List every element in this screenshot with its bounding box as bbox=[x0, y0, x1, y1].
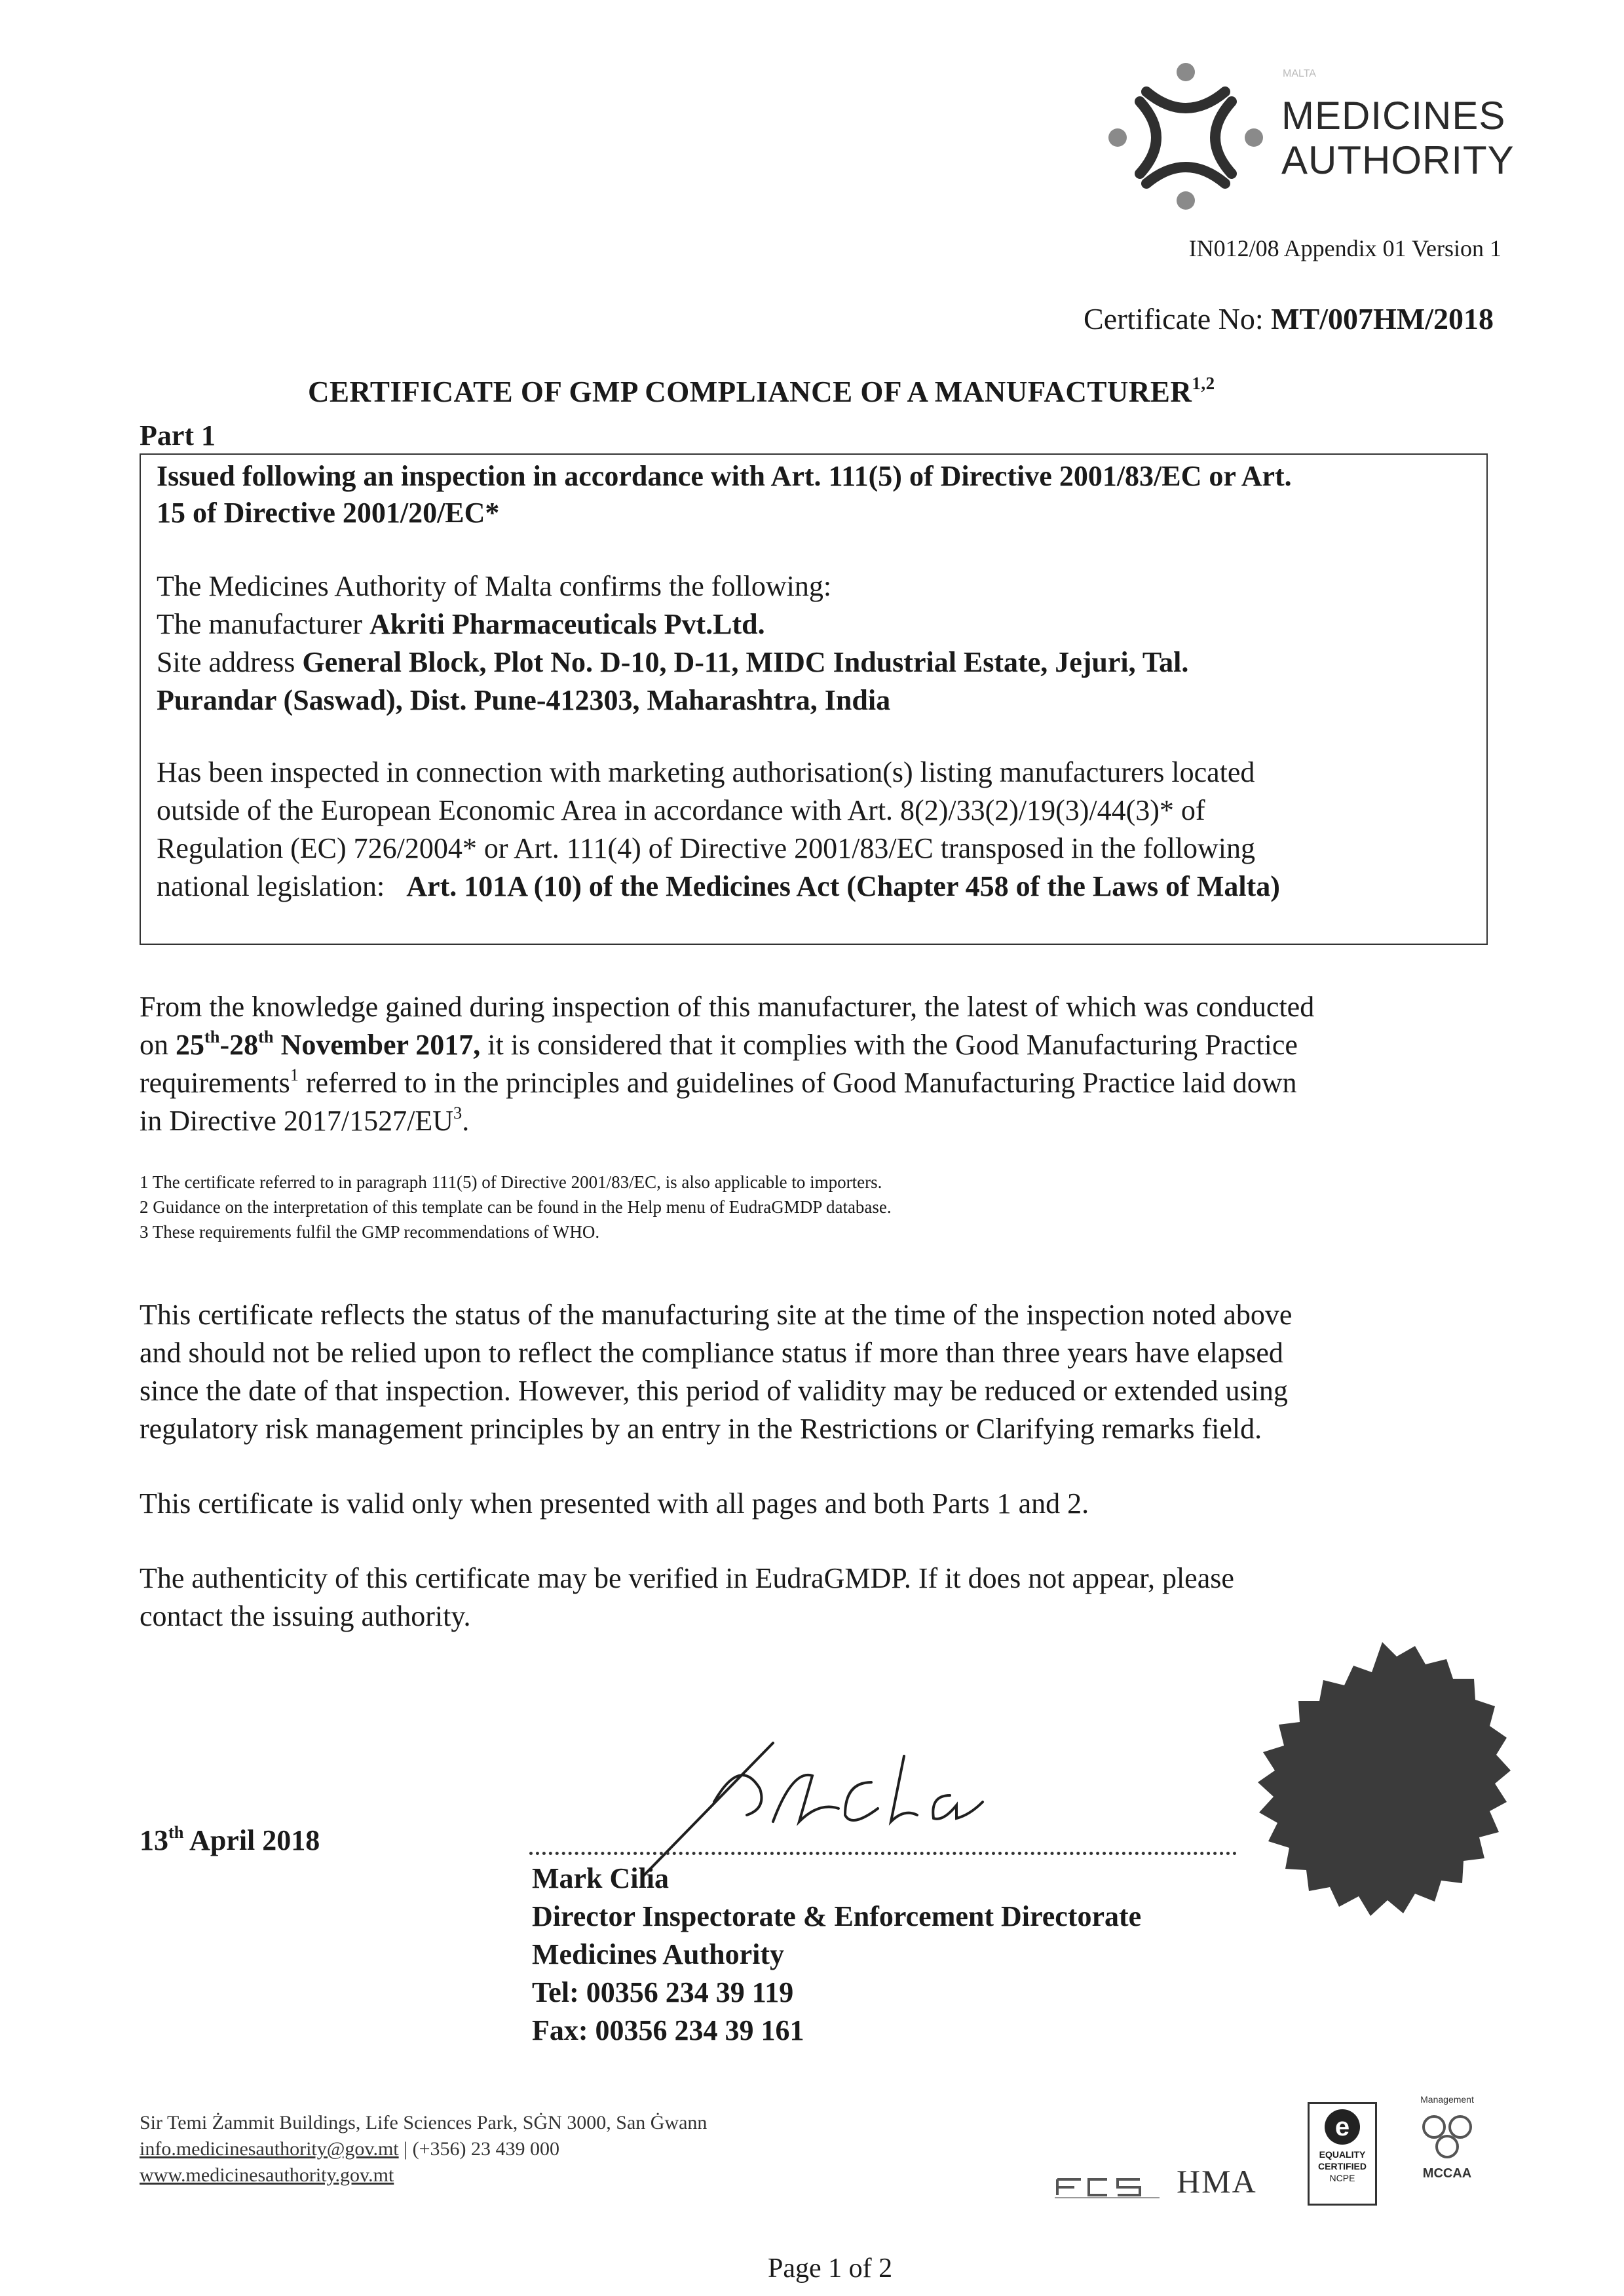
manufacturer-label: The manufacturer bbox=[157, 608, 362, 640]
date-sup-1: th bbox=[204, 1026, 220, 1046]
kn-directive-sup: 3 bbox=[453, 1102, 463, 1122]
kn-req: requirements bbox=[140, 1067, 290, 1099]
certificate-number bbox=[917, 301, 1494, 336]
issued-line-2: 15 of Directive 2001/20/EC* bbox=[157, 497, 500, 529]
part1-box bbox=[140, 453, 1488, 945]
kn-line3-post: referred to in the principles and guidelines of Good Manufacturing Practice laid down bbox=[305, 1067, 1297, 1099]
site-label: Site address bbox=[157, 646, 295, 678]
site-address-line-2: Purandar (Saswad), Dist. Pune-412303, Maharashtra, India bbox=[157, 684, 891, 716]
confirms-line: The Medicines Authority of Malta confirms the following: bbox=[157, 570, 832, 602]
cert-no-label: Certificate No: bbox=[1084, 302, 1264, 335]
equality-line-1: EQUALITY bbox=[1319, 2149, 1366, 2160]
issue-day: 13 bbox=[140, 1824, 168, 1856]
footer-address: Sir Temi Żammit Buildings, Life Sciences Park, SĠN 3000, San Ġwann bbox=[140, 2112, 708, 2133]
inspected-line-4 bbox=[157, 868, 1280, 906]
site-address-line-1 bbox=[157, 643, 1188, 681]
signature-image bbox=[629, 1730, 1009, 1881]
kn-on: on bbox=[140, 1029, 168, 1061]
legislation-label: national legislation: bbox=[157, 870, 385, 902]
title-text: CERTIFICATE OF GMP COMPLIANCE OF A MANUFACTURER bbox=[308, 375, 1192, 408]
manufacturer-line bbox=[157, 605, 765, 643]
mccaa-label: MCCAA bbox=[1422, 2166, 1472, 2181]
footnote-3: 3 These requirements fulfil the GMP recommendations of WHO. bbox=[140, 1222, 600, 1242]
issue-date bbox=[140, 1822, 320, 1860]
equality-icon: e bbox=[1325, 2109, 1360, 2145]
validity-line-3: since the date of that inspection. However, this period of validity may be reduced or extended using bbox=[140, 1375, 1288, 1407]
cert-no-value: MT/007HM/2018 bbox=[1271, 302, 1494, 335]
mccaa-icon bbox=[1414, 2107, 1480, 2166]
manufacturer-name: Akriti Pharmaceuticals Pvt.Ltd. bbox=[369, 608, 765, 640]
inspected-line-1: Has been inspected in connection with marketing authorisation(s) listing manufacturers located bbox=[157, 756, 1255, 788]
kn-req-sup: 1 bbox=[290, 1064, 299, 1084]
knowledge-line-1: From the knowledge gained during inspection of this manufacturer, the latest of which was conducted bbox=[140, 991, 1315, 1023]
validity-line-1: This certificate reflects the status of the manufacturing site at the time of the inspection noted above bbox=[140, 1299, 1293, 1331]
footnote-1: 1 The certificate referred to in paragraph 111(5) of Directive 2001/83/EC, is also applicable to importers. bbox=[140, 1172, 882, 1192]
knowledge-line-2 bbox=[140, 1026, 1298, 1064]
validity-line-2: and should not be relied upon to reflect the compliance status if more than three years have elapsed bbox=[140, 1337, 1283, 1369]
date-day-1: 25 bbox=[176, 1029, 204, 1061]
pages-line: This certificate is valid only when presented with all pages and both Parts 1 and 2. bbox=[140, 1487, 1089, 1520]
footer-phone: | (+356) 23 439 000 bbox=[404, 2138, 560, 2160]
logo-small-text: MALTA bbox=[1283, 68, 1316, 79]
equality-certified-badge bbox=[1308, 2102, 1377, 2206]
official-seal-stamp bbox=[1225, 1638, 1539, 1953]
validity-line-4: regulatory risk management principles by an entry in the Restrictions or Clarifying remarks field. bbox=[140, 1413, 1262, 1445]
issue-rest: April 2018 bbox=[189, 1824, 320, 1856]
knowledge-line-4 bbox=[140, 1102, 469, 1140]
issued-line-1: Issued following an inspection in accordance with Art. 111(5) of Directive 2001/83/EC or Art. bbox=[157, 460, 1292, 492]
date-sep: -28 bbox=[219, 1029, 259, 1061]
signature-dotted-line bbox=[529, 1852, 1237, 1855]
signatory-tel: Tel: 00356 234 39 119 bbox=[532, 1976, 794, 2008]
signatory-fax: Fax: 00356 234 39 161 bbox=[532, 2014, 804, 2046]
title-sup: 1,2 bbox=[1192, 373, 1215, 394]
signatory-title: Director Inspectorate & Enforcement Directorate bbox=[532, 1900, 1142, 1932]
knowledge-line-3 bbox=[140, 1064, 1297, 1102]
medicines-authority-logo bbox=[1101, 52, 1515, 210]
mccaa-badge bbox=[1398, 2094, 1496, 2212]
inspected-line-3: Regulation (EC) 726/2004* or Art. 111(4) of Directive 2001/83/EC transposed in the following bbox=[157, 832, 1256, 864]
legislation-value: Art. 101A (10) of the Medicines Act (Chapter 458 of the Laws of Malta) bbox=[406, 870, 1280, 902]
kn-line2-post: it is considered that it complies with the Good Manufacturing Practice bbox=[487, 1029, 1298, 1061]
issue-sup: th bbox=[168, 1822, 184, 1842]
kn-end: . bbox=[462, 1105, 470, 1137]
logo-line-authority: AUTHORITY bbox=[1281, 138, 1515, 182]
signatory-name: Mark Cilia bbox=[532, 1862, 669, 1894]
footer-contact bbox=[140, 2137, 559, 2161]
equality-line-2: CERTIFIED bbox=[1318, 2161, 1367, 2172]
certificate-title bbox=[308, 375, 1215, 409]
footnote-2: 2 Guidance on the interpretation of this template can be found in the Help menu of EudraGMDP database. bbox=[140, 1197, 892, 1217]
inspected-line-2: outside of the European Economic Area in accordance with Art. 8(2)/33(2)/19(3)/44(3)* of bbox=[157, 794, 1205, 826]
date-rest: November 2017, bbox=[280, 1029, 481, 1061]
authenticity-line-2: contact the issuing authority. bbox=[140, 1600, 471, 1632]
hma-logo: HMA bbox=[1177, 2163, 1257, 2200]
footer-website-link[interactable]: www.medicinesauthority.gov.mt bbox=[140, 2164, 394, 2186]
page-number: Page 1 of 2 bbox=[768, 2253, 893, 2284]
part1-label: Part 1 bbox=[140, 419, 216, 451]
fcs-logo-icon bbox=[1055, 2173, 1160, 2199]
mccaa-top-label: Management bbox=[1420, 2094, 1474, 2105]
inspection-date bbox=[176, 1026, 481, 1061]
kn-directive: in Directive 2017/1527/EU bbox=[140, 1105, 454, 1137]
site-value-1: General Block, Plot No. D-10, D-11, MIDC Industrial Estate, Jejuri, Tal. bbox=[302, 646, 1189, 678]
footer-email-link[interactable]: info.medicinesauthority@gov.mt bbox=[140, 2138, 399, 2160]
doc-reference: IN012/08 Appendix 01 Version 1 bbox=[1188, 235, 1501, 261]
authenticity-line-1: The authenticity of this certificate may be verified in EudraGMDP. If it does not appear, please bbox=[140, 1562, 1234, 1594]
logo-line-medicines: MEDICINES bbox=[1281, 94, 1506, 138]
logo-icon bbox=[1101, 52, 1271, 210]
signatory-org: Medicines Authority bbox=[532, 1938, 784, 1970]
date-sup-2: th bbox=[258, 1026, 274, 1046]
equality-line-3: NCPE bbox=[1329, 2173, 1355, 2183]
